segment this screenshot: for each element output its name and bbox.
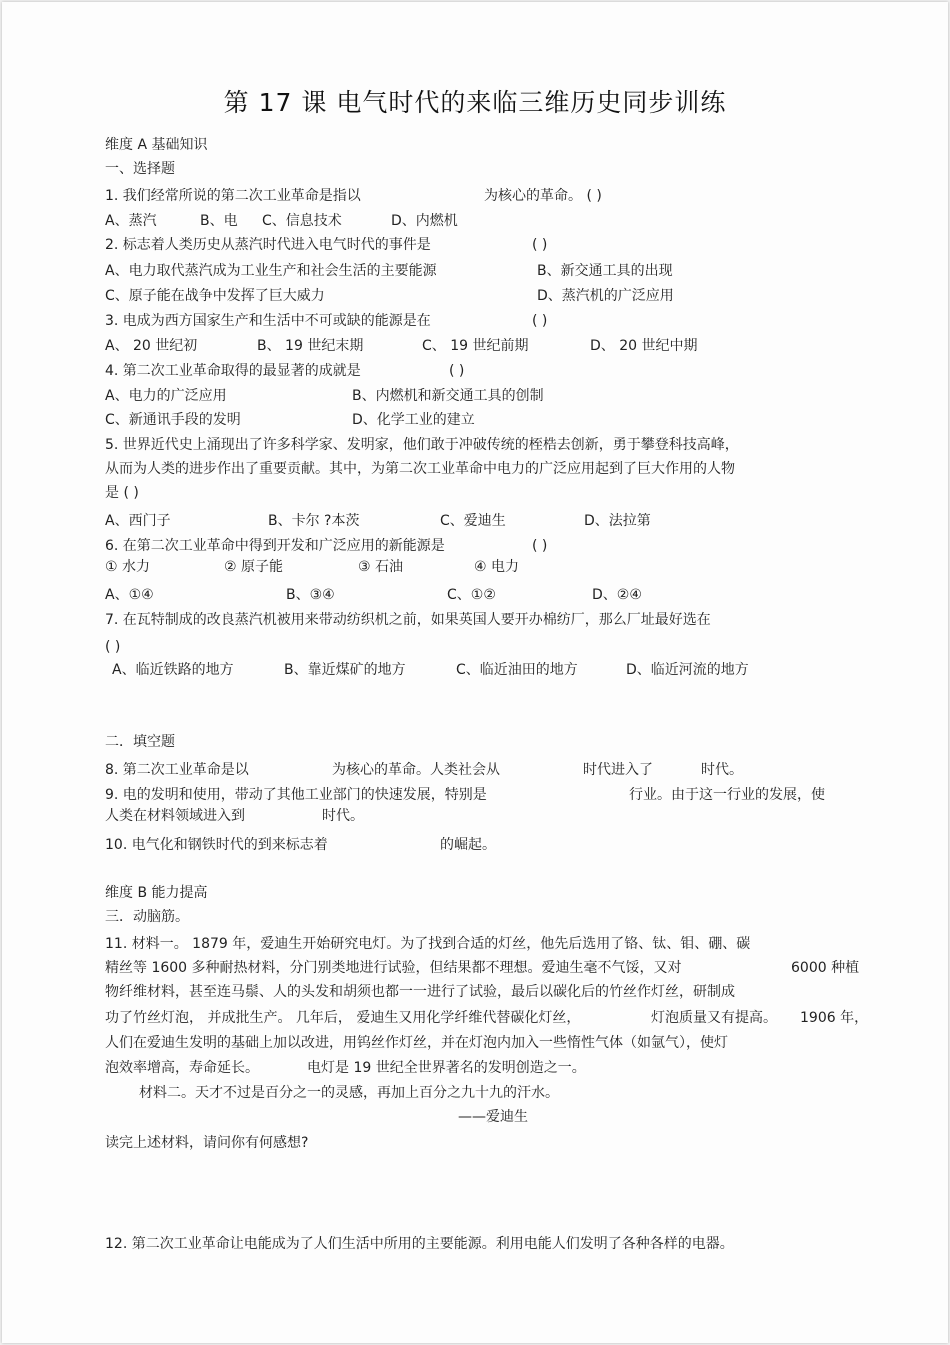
section-think-heading: 三．动脑筋。 bbox=[105, 909, 189, 925]
question-4-tail: ( ) bbox=[449, 363, 465, 379]
q1-option-c: C、信息技术 bbox=[262, 213, 342, 229]
material-1-line-5: 人们在爱迪生发明的基础上加以改进，用钨丝作灯丝，并在灯泡内加入一些惰性气体（如氩气），使灯 bbox=[105, 1035, 728, 1051]
q3-option-d: D、 20 世纪中期 bbox=[590, 338, 698, 354]
q3-option-b: B、 19 世纪末期 bbox=[257, 338, 364, 354]
material-1-line-4: 功了竹丝灯泡， 并成批生产。 几年后， 爱迪生又用化学纤维代替碳化灯丝， bbox=[105, 1010, 581, 1026]
q5-option-d: D、法拉第 bbox=[584, 513, 651, 529]
material-1-line-6: 泡效率增高，寿命延长。 bbox=[105, 1060, 259, 1076]
question-12: 12. 第二次工业革命让电能成为了人们生活中所用的主要能源。利用电能人们发明了各种各样的电器。 bbox=[105, 1236, 734, 1252]
material-1-line-6-end: 电灯是 19 世纪全世界著名的发明创造之一。 bbox=[307, 1060, 586, 1076]
q6-item-2: ② 原子能 bbox=[224, 559, 284, 575]
q2-option-a: A、电力取代蒸汽成为工业生产和社会生活的主要能源 bbox=[105, 263, 437, 279]
q2-option-b: B、新交通工具的出现 bbox=[537, 263, 673, 279]
q6-option-c: C、①② bbox=[447, 587, 496, 603]
q5-option-a: A、西门子 bbox=[105, 513, 171, 529]
material-2: 材料二。天才不过是百分之一的灵感，再加上百分之九十九的汗水。 bbox=[139, 1085, 559, 1101]
q6-item-4: ④ 电力 bbox=[474, 559, 520, 575]
question-3-tail: ( ) bbox=[532, 313, 548, 329]
material-1-line-4-end: 1906 年， bbox=[800, 1010, 869, 1026]
q7-option-b: B、靠近煤矿的地方 bbox=[284, 662, 406, 678]
question-3: 3. 电成为西方国家生产和生活中不可或缺的能源是在 bbox=[105, 313, 431, 329]
q4-option-c: C、新通讯手段的发明 bbox=[105, 412, 241, 428]
question-10-part-1: 10. 电气化和钢铁时代的到来标志着 bbox=[105, 837, 328, 853]
question-1-tail: 为核心的革命。 ( ) bbox=[484, 188, 602, 204]
question-2-tail: ( ) bbox=[532, 237, 548, 253]
material-1-line-4-mid: 灯泡质量又有提高。 bbox=[651, 1010, 777, 1026]
material-1-line-3: 物纤维材料，甚至连马鬃、人的头发和胡须也都一一进行了试验，最后以碳化后的竹丝作灯丝，研制成 bbox=[105, 984, 735, 1000]
q4-option-b: B、内燃机和新交通工具的创制 bbox=[352, 388, 544, 404]
question-6: 6. 在第二次工业革命中得到开发和广泛应用的新能源是 bbox=[105, 538, 445, 554]
question-11-prompt: 读完上述材料，请问你有何感想? bbox=[105, 1135, 309, 1151]
question-7-line-1: 7. 在瓦特制成的改良蒸汽机被用来带动纺织机之前，如果英国人要开办棉纺厂，那么厂址最好选在 bbox=[105, 612, 711, 628]
question-9-part-4: 时代。 bbox=[322, 808, 364, 824]
q4-option-d: D、化学工业的建立 bbox=[352, 412, 475, 428]
q2-option-d: D、蒸汽机的广泛应用 bbox=[537, 288, 674, 304]
q1-option-a: A、蒸汽 bbox=[105, 213, 157, 229]
question-9-part-3: 人类在材料领域进入到 bbox=[105, 808, 245, 824]
question-4: 4. 第二次工业革命取得的最显著的成就是 bbox=[105, 363, 361, 379]
q1-option-d: D、内燃机 bbox=[391, 213, 458, 229]
q6-item-1: ① 水力 bbox=[105, 559, 151, 575]
q5-option-b: B、卡尔 ?本茨 bbox=[268, 513, 360, 529]
section-choice-heading: 一、选择题 bbox=[105, 161, 175, 177]
quote-signature: ——爱迪生 bbox=[458, 1109, 528, 1125]
q3-option-c: C、 19 世纪前期 bbox=[422, 338, 529, 354]
q7-option-a: A、临近铁路的地方 bbox=[112, 662, 234, 678]
question-7-line-2: ( ) bbox=[105, 639, 121, 655]
question-8-part-4: 时代。 bbox=[701, 762, 743, 778]
question-5-line-3: 是 ( ) bbox=[105, 485, 139, 501]
material-1-line-1: 11. 材料一。 1879 年，爱迪生开始研究电灯。为了找到合适的灯丝，他先后选用了铬、钛、钼、硼、碳 bbox=[105, 936, 751, 952]
material-1-line-2-end: 6000 种植 bbox=[791, 960, 860, 976]
q6-option-a: A、①④ bbox=[105, 587, 154, 603]
question-6-tail: ( ) bbox=[532, 538, 548, 554]
q7-option-d: D、临近河流的地方 bbox=[626, 662, 749, 678]
q5-option-c: C、爱迪生 bbox=[440, 513, 506, 529]
dimension-a-heading: 维度 A 基础知识 bbox=[105, 137, 208, 153]
q7-option-c: C、临近油田的地方 bbox=[456, 662, 578, 678]
question-10-part-2: 的崛起。 bbox=[440, 837, 496, 853]
dimension-b-heading: 维度 B 能力提高 bbox=[105, 885, 208, 901]
q3-option-a: A、 20 世纪初 bbox=[105, 338, 198, 354]
section-fill-heading: 二．填空题 bbox=[105, 734, 175, 750]
q1-option-b: B、电 bbox=[200, 213, 238, 229]
q6-item-3: ③ 石油 bbox=[358, 559, 404, 575]
q6-option-b: B、③④ bbox=[286, 587, 335, 603]
question-5-line-2: 从而为人类的进步作出了重要贡献。其中，为第二次工业革命中电力的广泛应用起到了巨大作用的人物 bbox=[105, 461, 735, 477]
q2-option-c: C、原子能在战争中发挥了巨大威力 bbox=[105, 288, 325, 304]
question-9-part-2: 行业。由于这一行业的发展，使 bbox=[629, 787, 825, 803]
q4-option-a: A、电力的广泛应用 bbox=[105, 388, 227, 404]
question-8-part-2: 为核心的革命。人类社会从 bbox=[332, 762, 500, 778]
q6-option-d: D、②④ bbox=[592, 587, 642, 603]
material-1-line-2: 精丝等 1600 多种耐热材料，分门别类地进行试验，但结果都不理想。爱迪生毫不气馁，又对 bbox=[105, 960, 682, 976]
question-1: 1. 我们经常所说的第二次工业革命是指以 bbox=[105, 188, 361, 204]
question-8-part-3: 时代进入了 bbox=[583, 762, 653, 778]
question-2: 2. 标志着人类历史从蒸汽时代进入电气时代的事件是 bbox=[105, 237, 431, 253]
page-title: 第 17 课 电气时代的来临三维历史同步训练 bbox=[223, 88, 727, 117]
question-8-part-1: 8. 第二次工业革命是以 bbox=[105, 762, 249, 778]
document-page bbox=[2, 2, 948, 1343]
question-5-line-1: 5. 世界近代史上涌现出了许多科学家、发明家，他们敢于冲破传统的桎梏去创新，勇于攀登科技高峰， bbox=[105, 437, 739, 453]
question-9-part-1: 9. 电的发明和使用，带动了其他工业部门的快速发展，特别是 bbox=[105, 787, 487, 803]
